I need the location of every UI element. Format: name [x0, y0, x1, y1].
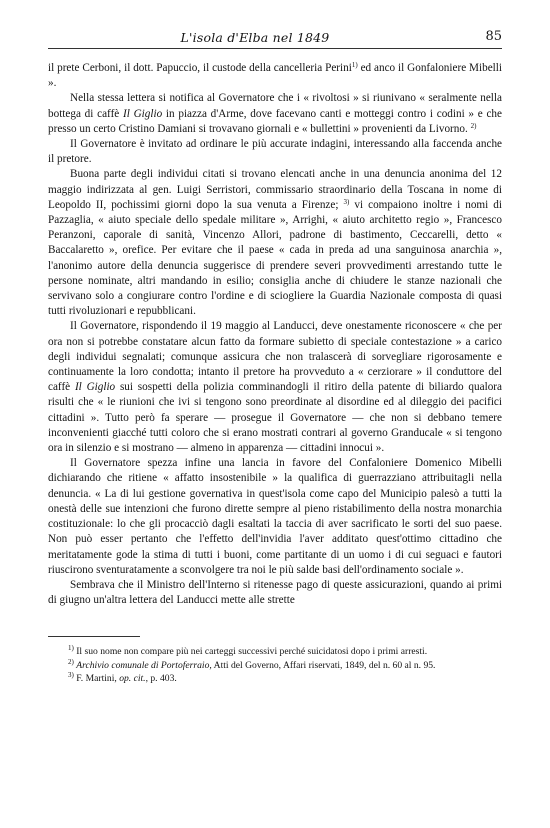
footnote-marker: 2) [68, 657, 74, 666]
italic-text: Archivio comunale di Portoferraio, [76, 659, 212, 671]
text-run: ed anco il Gonfaloniere Mibelli ». [48, 62, 502, 90]
footnote [48, 672, 502, 685]
text-run: Atti del Governo, Affari riservati, 1849, del n. 60 al n. 95. [211, 659, 436, 671]
text-run: Buona parte degli individui citati si trovano elencati anche in una denuncia anonima del 12 maggio indirizzata al gen. Luigi Serristori, commissario straordinario della Toscana in nome di Leopoldo II, pochissimi giorni dopo la sua venuta a Firenze; [48, 168, 502, 211]
paragraph [48, 578, 502, 608]
text-run: il prete Cerboni, il dott. Papuccio, il custode della cancelleria Perini [48, 62, 352, 74]
paragraph [48, 91, 502, 137]
footnote [48, 659, 502, 672]
text-run: sui sospetti della polizia comminandogli il ritiro della patente di biliardo qualora risulti che « le riunioni che ivi si tengono sono preordinate al disordine ed al dileggio dei pacifici cittadini ». Tutto però fa sperare — prosegue il Governatore — che non si debbano temere inconvenienti giacché tutti coloro che si erano mostrati contrari al governo Granducale « si tengono ora in silenzio e si mostrano — almeno in apparenza — cittadini innocui ». [48, 381, 502, 455]
footnotes [48, 645, 502, 685]
text-run: , p. 403. [145, 672, 177, 684]
running-title: L'isola d'Elba nel 1849 [180, 30, 330, 45]
text-run: in piazza d'Arme, dove facevano canti e motteggi contro i codini » e che presso un certo Cristino Damiani si trovavano giornali e « bullettini » provenienti da Livorno. [48, 107, 502, 135]
italic-text: op. cit. [119, 672, 146, 684]
paragraph [48, 319, 502, 456]
text-run: Sembrava che il Ministro dell'Interno si ritenesse pago di queste assicurazioni, quando ai primi di giugno un'altra lettera del Landucci mette alle strette [48, 578, 502, 607]
text-run: Il Governatore spezza infine una lancia in favore del Confaloniere Domenico Mibelli dichiarando che ritiene « affatto insostenibile » la qualifica di guerrazziano attribuitagli nella denuncia. « La di lui gestione governativa in quest'isola come capo del Municipio palesò a tutti la onestà delle sue intenzioni che furono dirette sempre al pieno ristabilimento della nostra monarchia costituzionale: lo che gli procacciò dagli esaltati la taccia di aver sacrificato le sorti del suo paese. Non può esser pertanto che l'effetto dell'invidia l'aver additato quest'ottimo cittadino che meritatamente gode la stima di tutti i buoni, come partitante di un uomo i di cui seguaci e fautori riuscirono sventuratamente a sconvolgere tra noi le più salde basi dell'ordinamento sociale ». [48, 457, 502, 576]
book-page [48, 28, 502, 685]
footnote-marker: 2) [470, 121, 477, 130]
text-run: vi compaiono inoltre i nomi di Pazzaglia, « aiuto speciale dello spedale militare », Arrighi, « aiuto architetto regio », Francesco Peranzoni, caporale di sanità, Vincenzo Allori, padrone di bastimento, Ceccarelli, detto « Baccalaretto », orefice. Per evitare che il paese « cada in preda ad una sanguinosa anarchia », l'anonimo autore della denuncia suggerisce di prendere severi provvedimenti arrestando tutte le persone nominate, altri mandando in esilio; consiglia anche di chiudere le stanze nazionali che servivano solo a congiurare contro l'ordine e di sciogliere la Guardia Nazionale composta di quasi tutti rivoluzionari e repubblicani. [48, 198, 502, 318]
text-run: Il Governatore, rispondendo il 19 maggio al Landucci, deve onestamente riconoscere « che per ora non si potrebbe constatare alcun fatto da formare subietto di speciale contestazione » a carico degli individui segnalati; comunque assicura che non tralascerà di sorvegliare rigorosamente e continuamente la loro condotta; intanto il pretore ha provveduto a « cerziorare » il conduttore del caffè [48, 320, 502, 394]
page-header [48, 28, 502, 49]
footnote-marker: 1) [68, 644, 74, 653]
footnote-marker: 3) [68, 670, 74, 679]
text-run: Il suo nome non compare più nei carteggi successivi perché suicidatosi dopo i primi arresti. [73, 646, 428, 658]
footnote-marker: 1) [351, 61, 358, 69]
footnote [48, 645, 502, 658]
italic-text: Il Giglio [74, 381, 116, 394]
body-text [48, 61, 502, 608]
paragraph [48, 456, 502, 578]
text-run: Il Governatore è invitato ad ordinare le più accurate indagini, interessando alla faccenda anche il pretore. [48, 138, 502, 166]
page-number: 85 [485, 29, 502, 44]
paragraph [48, 137, 502, 167]
paragraph [48, 61, 502, 91]
footnote-marker: 3) [343, 197, 350, 206]
italic-text: Il Giglio [123, 107, 163, 120]
text-run: F. Martini, [73, 672, 120, 684]
text-run: Nella stessa lettera si notifica al Governatore che i « rivoltosi » si riunivano « seralmente nella bottega di caffè [48, 92, 502, 120]
footnote-divider [48, 636, 140, 637]
paragraph [48, 167, 502, 319]
